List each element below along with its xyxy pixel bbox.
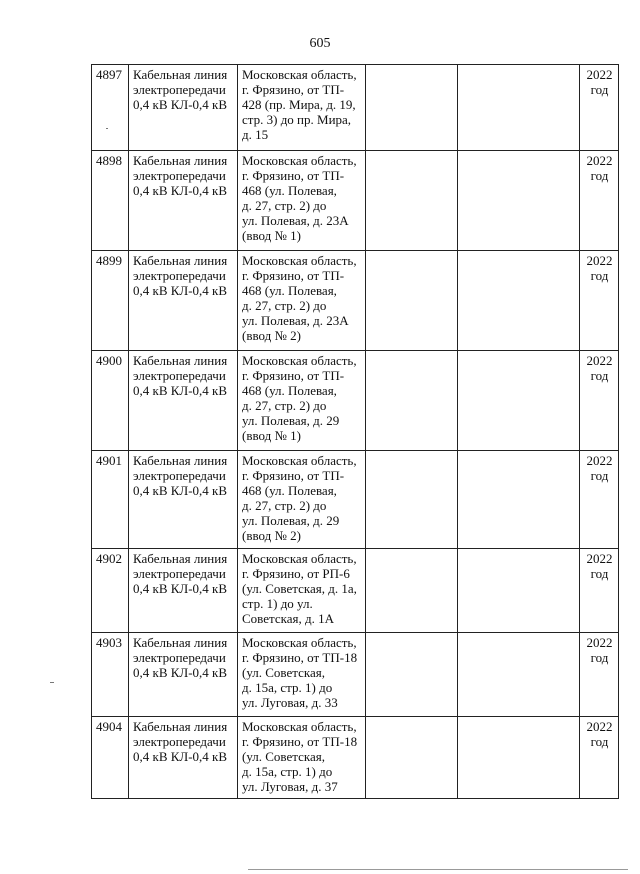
empty-cell bbox=[366, 251, 458, 351]
year-cell: 2022 год bbox=[580, 251, 619, 351]
empty-cell bbox=[458, 151, 580, 251]
year-cell: 2022 год bbox=[580, 717, 619, 799]
row-number-cell: 4904 bbox=[92, 717, 129, 799]
object-name-cell: Кабельная линия электропередачи 0,4 кВ КЛ-0,4 кВ bbox=[129, 717, 238, 799]
object-name-cell: Кабельная линия электропередачи 0,4 кВ КЛ-0,4 кВ bbox=[129, 451, 238, 549]
year-cell: 2022 год bbox=[580, 65, 619, 151]
empty-cell bbox=[366, 549, 458, 633]
location-cell: Московская область, г. Фрязино, от ТП- 468 (ул. Полевая, д. 27, стр. 2) до ул. Полевая, д. 29 (ввод № 1) bbox=[238, 351, 366, 451]
object-name-cell: Кабельная линия электропередачи 0,4 кВ КЛ-0,4 кВ bbox=[129, 151, 238, 251]
table-row bbox=[92, 251, 619, 351]
row-number-cell: 4900 bbox=[92, 351, 129, 451]
year-cell: 2022 год bbox=[580, 549, 619, 633]
object-name-cell: Кабельная линия электропередачи 0,4 кВ КЛ-0,4 кВ bbox=[129, 633, 238, 717]
empty-cell bbox=[458, 633, 580, 717]
page-number: 605 bbox=[309, 36, 331, 51]
empty-cell bbox=[458, 717, 580, 799]
year-cell: 2022 год bbox=[580, 351, 619, 451]
empty-cell bbox=[366, 65, 458, 151]
empty-cell bbox=[366, 633, 458, 717]
location-cell: Московская область, г. Фрязино, от РП-6 (ул. Советская, д. 1а, стр. 1) до ул. Советская, д. 1А bbox=[238, 549, 366, 633]
row-number-cell: 4901 bbox=[92, 451, 129, 549]
empty-cell bbox=[366, 451, 458, 549]
scan-speck bbox=[106, 128, 108, 129]
row-number-cell: 4897 bbox=[92, 65, 129, 151]
table-row bbox=[92, 351, 619, 451]
row-number-cell: 4899 bbox=[92, 251, 129, 351]
empty-cell bbox=[458, 549, 580, 633]
table-row bbox=[92, 65, 619, 151]
year-cell: 2022 год bbox=[580, 151, 619, 251]
location-cell: Московская область, г. Фрязино, от ТП-18 (ул. Советская, д. 15а, стр. 1) до ул. Луговая, д. 37 bbox=[238, 717, 366, 799]
object-name-cell: Кабельная линия электропередачи 0,4 кВ КЛ-0,4 кВ bbox=[129, 251, 238, 351]
table-row bbox=[92, 549, 619, 633]
table-row bbox=[92, 451, 619, 549]
empty-cell bbox=[366, 717, 458, 799]
empty-cell bbox=[458, 451, 580, 549]
object-name-cell: Кабельная линия электропередачи 0,4 кВ КЛ-0,4 кВ bbox=[129, 351, 238, 451]
bottom-rule bbox=[248, 869, 628, 870]
object-name-cell: Кабельная линия электропередачи 0,4 кВ КЛ-0,4 кВ bbox=[129, 549, 238, 633]
table-row bbox=[92, 633, 619, 717]
location-cell: Московская область, г. Фрязино, от ТП-18 (ул. Советская, д. 15а, стр. 1) до ул. Луговая, д. 33 bbox=[238, 633, 366, 717]
location-cell: Московская область, г. Фрязино, от ТП- 468 (ул. Полевая, д. 27, стр. 2) до ул. Полевая, д. 29 (ввод № 2) bbox=[238, 451, 366, 549]
row-number-cell: 4902 bbox=[92, 549, 129, 633]
registry-table bbox=[91, 64, 619, 799]
location-cell: Московская область, г. Фрязино, от ТП- 468 (ул. Полевая, д. 27, стр. 2) до ул. Полевая, д. 23А (ввод № 1) bbox=[238, 151, 366, 251]
location-cell: Московская область, г. Фрязино, от ТП- 428 (пр. Мира, д. 19, стр. 3) до пр. Мира, д. 15 bbox=[238, 65, 366, 151]
location-cell: Московская область, г. Фрязино, от ТП- 468 (ул. Полевая, д. 27, стр. 2) до ул. Полевая, д. 23А (ввод № 2) bbox=[238, 251, 366, 351]
year-cell: 2022 год bbox=[580, 451, 619, 549]
scan-speck bbox=[50, 682, 54, 683]
table-row bbox=[92, 717, 619, 799]
empty-cell bbox=[458, 351, 580, 451]
row-number-cell: 4903 bbox=[92, 633, 129, 717]
empty-cell bbox=[458, 65, 580, 151]
year-cell: 2022 год bbox=[580, 633, 619, 717]
object-name-cell: Кабельная линия электропередачи 0,4 кВ КЛ-0,4 кВ bbox=[129, 65, 238, 151]
empty-cell bbox=[366, 351, 458, 451]
empty-cell bbox=[366, 151, 458, 251]
table-row bbox=[92, 151, 619, 251]
row-number-cell: 4898 bbox=[92, 151, 129, 251]
empty-cell bbox=[458, 251, 580, 351]
